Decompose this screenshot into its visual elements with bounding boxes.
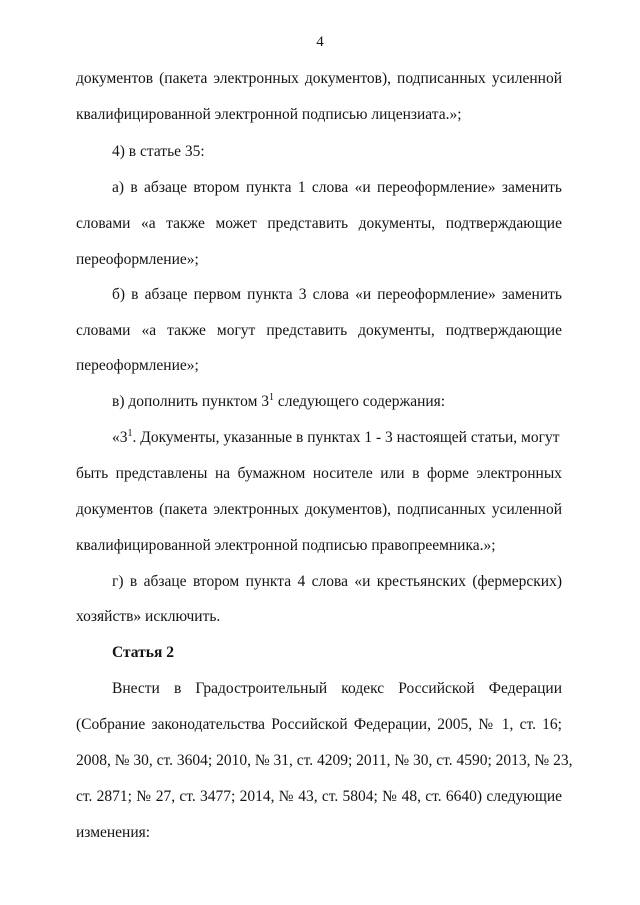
text-line: словами «а также могут представить документы, подтверждающие — [76, 322, 562, 339]
text-line: изменения: — [76, 824, 151, 841]
text-fragment: . Документы, указанные в пунктах 1 - 3 настоящей статьи, могут — [132, 429, 560, 446]
text-line: (Собрание законодательства Российской Федерации, 2005, № 1, ст. 16; — [76, 716, 562, 733]
text-line: переоформление»; — [76, 251, 199, 268]
text-fragment: «3 — [112, 429, 128, 446]
list-item-4: 4) в статье 35: — [112, 143, 205, 160]
list-item-a: а) в абзаце втором пункта 1 слова «и переоформление» заменить — [112, 179, 562, 196]
list-item-b: б) в абзаце первом пункта 3 слова «и переоформление» заменить — [112, 286, 562, 303]
text-line: переоформление»; — [76, 357, 199, 374]
quoted-point — [112, 429, 562, 447]
page-number: 4 — [316, 34, 324, 50]
list-item-g: г) в абзаце втором пункта 4 слова «и крестьянских (фермерских) — [112, 573, 562, 590]
superscript: 1 — [127, 428, 133, 439]
text-line: 2008, № 30, ст. 3604; 2010, № 31, ст. 4209; 2011, № 30, ст. 4590; 2013, № 23, — [76, 752, 573, 769]
list-item-v — [112, 393, 562, 411]
text-line: квалифицированной электронной подписью правопреемника.»; — [76, 537, 496, 554]
text-line: словами «а также может представить документы, подтверждающие — [76, 215, 562, 232]
text-fragment: следующего содержания: — [274, 393, 446, 410]
text-line: Внести в Градостроительный кодекс Российской Федерации — [112, 680, 562, 697]
superscript: 1 — [269, 392, 274, 403]
text-fragment: в) дополнить пунктом 3 — [112, 393, 269, 410]
text-line: ст. 2871; № 27, ст. 3477; 2014, № 43, ст. 5804; № 48, ст. 6640) следующие — [76, 788, 562, 805]
text-line: документов (пакета электронных документов), подписанных усиленной — [76, 70, 562, 87]
text-line: быть представлены на бумажном носителе или в форме электронных — [76, 465, 562, 482]
text-line: хозяйств» исключить. — [76, 608, 221, 625]
article-heading: Статья 2 — [112, 644, 174, 661]
text-line: квалифицированной электронной подписью лицензиата.»; — [76, 106, 462, 123]
text-line: документов (пакета электронных документов), подписанных усиленной — [76, 501, 562, 518]
